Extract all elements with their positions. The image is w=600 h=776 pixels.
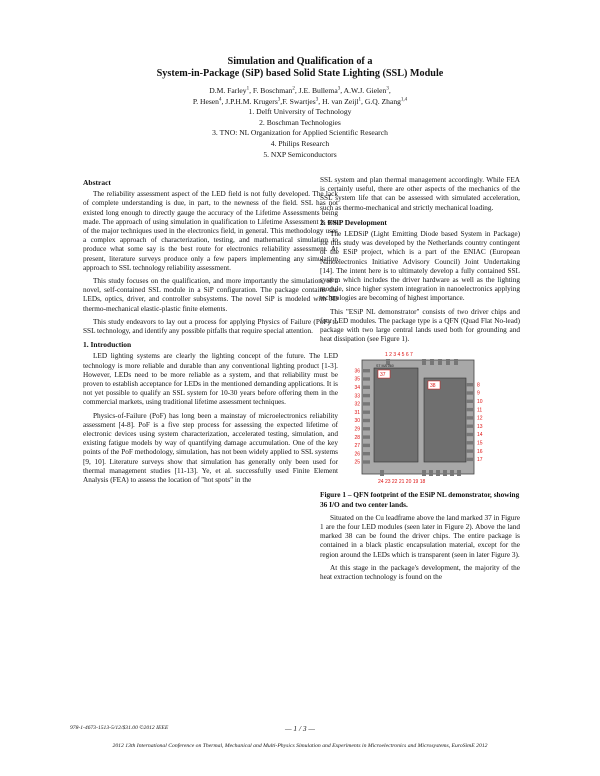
affiliation-2: 2. Boschman Technologies	[259, 117, 341, 127]
qfn-pin	[466, 442, 473, 445]
qfn-pin	[363, 452, 370, 455]
qfn-pin-label: 25	[354, 460, 360, 467]
qfn-pin	[466, 408, 473, 411]
land-37-label: 37	[380, 372, 386, 379]
conference-line: 2012 13th International Conference on Thermal, Mechanical and Multi-Physics Simulation and Experiments in Microelectronics and Microsystems, EuroSimE 2012	[112, 743, 488, 749]
qfn-pin	[363, 444, 370, 447]
qfn-pin-label: 12	[477, 416, 483, 423]
qfn-pin	[466, 458, 473, 461]
author-line-2	[0, 97, 600, 108]
intro-paragraph-1: LED lighting systems are clearly the lighting concept of the future. The LED technology is more reliable and durable than any conventional lighting product [1-3]. However, LEDs need to be more reliable as a system, and that reliability must be proven to establish acceptance for LEDs in the mentioned demanding applications. It is not yet possible to qualify an SSL system for 10-30 years before offering them in the commercial markets, using traditional lifetime assessment techniques.	[83, 352, 338, 407]
author-name: , A.W.J. Gielen	[340, 86, 387, 95]
qfn-pin-label: 34	[354, 385, 360, 392]
qfn-pin	[466, 450, 473, 453]
qfn-pin	[363, 428, 370, 431]
figure-1-caption: Figure 1 – QFN footprint of the ESiP NL demonstrator, showing 36 I/O and two center lands.	[320, 490, 520, 509]
qfn-pin	[466, 392, 473, 395]
paper-title-line2: System-in-Package (SiP) based Solid State Lighting (SSL) Module	[156, 68, 444, 79]
qfn-pin-label: 27	[354, 443, 360, 450]
author-name: ,	[388, 86, 391, 95]
qfn-pin	[363, 378, 370, 381]
affiliation-3: 3. TNO: NL Organization for Applied Scientific Research	[212, 128, 388, 138]
qfn-pin	[363, 403, 370, 406]
esip-paragraph-2: This "ESiP NL demonstrator" consists of two driver chips and four LED modules. The package type is a QFN (Quad Flat No-lead) package with two large central lands used both for grounding and heat dissipation (see Figure 1).	[320, 307, 520, 344]
qfn-pin-label: 16	[477, 449, 483, 456]
qfn-pin-label: 35	[354, 377, 360, 384]
qfn-pin-label: 32	[354, 402, 360, 409]
qfn-pin-label: 9	[477, 391, 480, 398]
esip-paragraph-1: The LEDSiP (Light Emitting Diode based System in Package) for this study was developed by the Netherlands country contingent of the ESiP project, which is a part of the ENIAC (European Nanoelectronics Initiative Advisory Council) Joint Undertaking [14]. The intent here is to ultimately develop a fully contained SSL system which includes the driver hardware as well as the lighting module, since higher system integration in nanoelectronics applying technologies are becoming of highest importance.	[320, 230, 520, 303]
qfn-pin	[363, 411, 370, 414]
abstract-paragraph-3: This study endeavors to lay out a process for applying Physics of Failure (PoF) to SSL technology, and identify any possible pitfalls that require special attention.	[83, 317, 338, 336]
affiliation-1: 1. Delft University of Technology	[248, 107, 352, 117]
qfn-footprint-diagram	[320, 350, 520, 486]
author-name: , H. van Zeijl	[318, 96, 359, 106]
qfn-pin	[363, 386, 370, 389]
abstract-paragraph-2: This study focuses on the qualification, and more importantly the simulation, of a novel, self-contained SSL module in a SiP configuration. The package contains the LEDs, optics, driver, and controller subsystems. The novel SiP is modeled with 3D thermo-mechanical elastic-plastic finite elements.	[83, 277, 338, 313]
qfn-pin	[363, 436, 370, 439]
author-affiliation-mark: 1,4	[400, 97, 408, 103]
qfn-pin-label: 8	[477, 382, 480, 389]
qfn-pin	[363, 369, 370, 372]
author-affiliation-mark: 3	[337, 86, 341, 92]
qfn-pin-label: 10	[477, 399, 483, 406]
author-name: , J.E. Bullema	[294, 86, 338, 95]
qfn-pin	[363, 394, 370, 397]
affiliation-4: 4. Philips Research	[270, 138, 330, 148]
author-affiliation-mark: 3	[386, 86, 389, 92]
continued-paragraph: SSL system and plan thermal management accordingly. While FEA is certainly useful, there are other aspects of the mechanics of the SSL system life that can be assessed with simulated acceleration, such as thermo-mechanical and strictly mechanical loading.	[320, 176, 520, 212]
author-name: , J.P.H.M. Krugers	[221, 96, 278, 106]
qfn-pin	[466, 425, 473, 428]
author-affiliation-mark: 3	[315, 97, 319, 103]
center-land-38	[424, 378, 466, 462]
author-name: P. Hesen	[192, 96, 219, 106]
qfn-pin	[363, 461, 370, 464]
author-name: D.M. Farley	[209, 86, 247, 95]
affiliation-5: 5. NXP Semiconductors	[263, 149, 337, 159]
qfn-pin	[466, 433, 473, 436]
qfn-pin-label: 26	[354, 451, 360, 458]
author-block	[0, 86, 600, 160]
qfn-pin-label: 15	[477, 440, 483, 447]
qfn-pin-label: 28	[354, 435, 360, 442]
esip-heading: 2. ESiP Development	[320, 217, 387, 227]
qfn-pin-label: 29	[354, 426, 360, 433]
after-figure-paragraph-1: Situated on the Cu leadframe above the land marked 37 in Figure 1 are the four LED modules (seen later in Figure 2). Above the land marked 38 can be found the driver chips. The entire package is contained in a black plastic encapsulation material, except for the region around the LEDs which is transparent (seen in later Figure 3).	[320, 513, 520, 559]
land-38-label: 38	[430, 383, 436, 390]
author-name: , G.Q. Zhang	[361, 96, 401, 106]
right-column	[320, 176, 520, 586]
after-figure-paragraph-2: At this stage in the package's development, the majority of the heat extraction technology is found on the	[320, 563, 520, 582]
qfn-pin-label: 14	[477, 432, 483, 439]
qfn-pin-label: 13	[477, 424, 483, 431]
copyright-line: 978-1-4673-1513-5/12/$31.00 ©2012 IEEE	[70, 725, 169, 731]
author-name: , F. Boschman	[249, 86, 293, 95]
qfn-pin	[466, 400, 473, 403]
left-column	[83, 176, 338, 489]
qfn-pin	[363, 419, 370, 422]
center-land-37	[374, 368, 418, 462]
author-affiliation-mark: 4	[218, 97, 222, 103]
qfn-pin	[466, 417, 473, 420]
abstract-heading: Abstract	[83, 178, 111, 187]
top-pin-labels: 1 2 3 4 5 6 7	[385, 352, 413, 359]
intro-paragraph-2: Physics-of-Failure (PoF) has long been a mainstay of microelectronics reliability assessment [4-8]. PoF is a five step process for assessing the expected lifetime of electronic devices using system characterization, accelerated testing, simulation, and existing fatigue models by way of quantifying damage accumulation. One of the key points of the PoF methodology, simulation, has not been widely applied to SSL systems [9, 10]. Literature surveys show that simulation has generally only been used for thermal management studies [11-13]. Ye, et al. successfully used Finite Element Analysis (FEA) to assess the location of "hot spots" in the	[83, 411, 338, 485]
qfn-pin	[466, 383, 473, 386]
abstract-paragraph-1: The reliability assessment aspect of the LED field is not fully developed. The lack of complete understanding is due, in part, to the newness of the field. SSL has not existed long enough to directly gauge the accuracy of the Lifetime Assessments being made. The approach of using simulation in qualification to Lifetime Assessment is one of the major techniques used in the electronics field, in general. This methodology uses a complex approach of characterization, testing, and mathematical simulation to produce what some say is the best route for electronics reliability assessment. At present, literature surveys produce only a few papers implementing any simulation approach to SSL technology reliability assessment.	[83, 190, 338, 272]
qfn-pin-label: 33	[354, 393, 360, 400]
author-affiliation-mark: 1	[246, 86, 250, 92]
figure-1-qfn-footprint	[320, 350, 520, 486]
introduction-heading: 1. Introduction	[83, 340, 132, 350]
page-number: — 1 / 3 —	[285, 724, 315, 733]
qfn-pin-label: 17	[477, 457, 483, 464]
author-line-1	[0, 86, 600, 97]
author-affiliation-mark: 3	[277, 97, 281, 103]
qfn-pin-label: 31	[354, 410, 360, 417]
qfn-pin-label: 30	[354, 418, 360, 425]
author-affiliation-mark: 2	[292, 86, 295, 92]
bottom-pin-labels: 24 23 22 21 20 19 18	[378, 479, 426, 486]
package-marking-1: ST MA 060	[376, 364, 394, 369]
paper-title-line1: Simulation and Qualification of a	[227, 56, 373, 67]
qfn-pin-label: 36	[354, 368, 360, 375]
qfn-pin-label: 11	[477, 407, 483, 414]
author-name: ,F. Swartjes	[280, 96, 316, 106]
author-affiliation-mark: 1	[358, 97, 362, 103]
